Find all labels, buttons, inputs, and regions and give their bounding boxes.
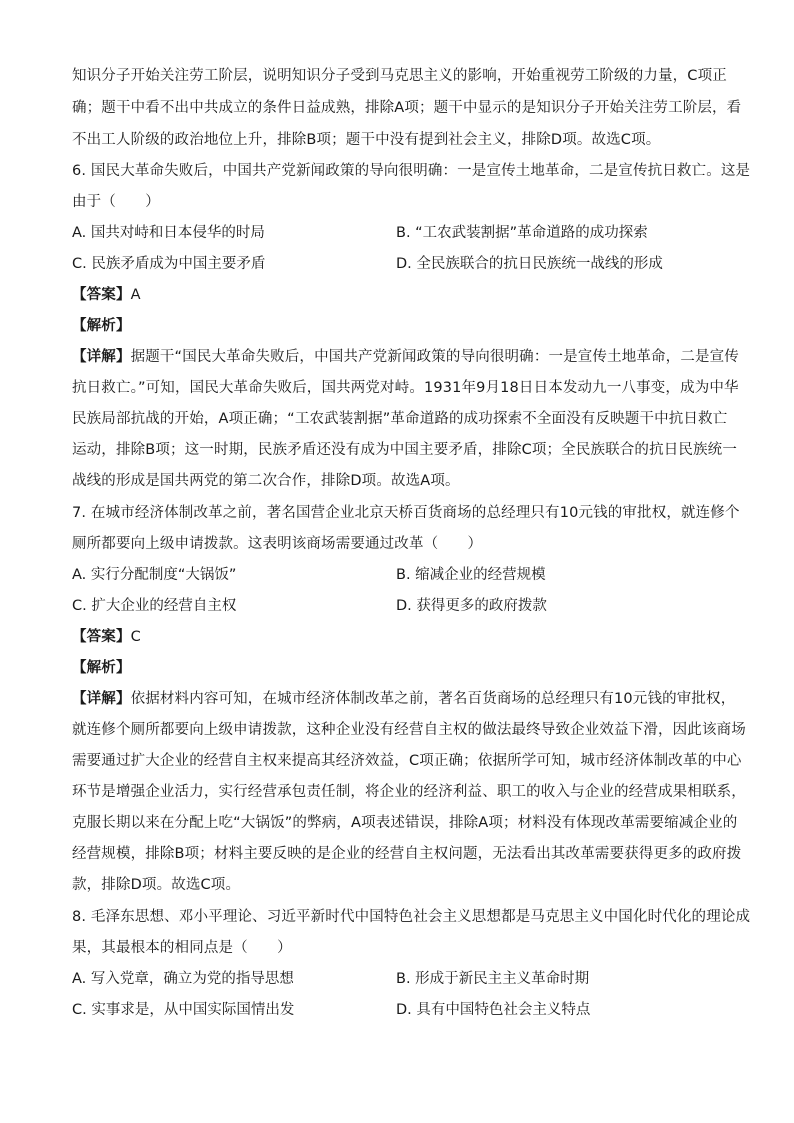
q6-detail: 民族局部抗战的开始，A项正确；“工农武装割据”革命道路的成功探索不全面没有反映题干中抗日救亡 [72,411,728,427]
q6-stem: 6. 国民大革命失败后，中国共产党新闻政策的导向很明确：一是宣传土地革命，二是宣传抗日救亡。这是 [72,163,751,179]
q8-option-b: B. 形成于新民主主义革命时期 [396,971,590,987]
analysis-tag: 【解析】 [72,660,131,676]
q7-detail [72,689,736,709]
q6-detail: 战线的形成是国共两党的第二次合作，排除D项。故选A项。 [72,473,460,489]
detail-tag: 【详解】 [72,691,131,707]
intro-line: 不出工人阶级的政治地位上升，排除B项；题干中没有提到社会主义，排除D项。故选C项。 [72,132,661,148]
q7-stem: 厕所都要向上级申请拨款。这表明该商场需要通过改革（ ） [72,536,483,552]
answer-tag: 【答案】 [72,629,131,645]
q6-answer [72,285,724,305]
q7-detail: 就连修个厕所都要向上级申请拨款，这种企业没有经营自主权的做法最终导致企业效益下滑，因此该商场 [72,722,746,738]
q7-option-d: D. 获得更多的政府拨款 [396,598,547,614]
q8-option-c: C. 实事求是，从中国实际国情出发 [72,1002,295,1018]
answer-tag: 【答案】 [72,287,131,303]
q6-option-d: D. 全民族联合的抗日民族统一战线的形成 [396,256,663,272]
analysis-tag: 【解析】 [72,318,131,334]
q7-detail: 环节是增强企业活力，实行经营承包责任制，将企业的经济利益、职工的收入与企业的经营成果相联系， [72,784,746,800]
q6-detail: 抗日救亡。”可知，国民大革命失败后，国共两党对峙。1931年9月18日日本发动九一八事变，成为中华 [72,380,739,396]
answer-value: A [130,287,141,303]
q7-detail: 款，排除D项。故选C项。 [72,877,241,893]
q8-stem: 果，其最根本的相同点是（ ） [72,940,292,956]
q7-detail: 需要通过扩大企业的经营自主权来提高其经济效益，C项正确；依据所学可知，城市经济体制改革的中心 [72,753,742,769]
detail-tag: 【详解】 [72,349,131,365]
q6-detail: 运动，排除B项；这一时期，民族矛盾还没有成为中国主要矛盾，排除C项；全民族联合的抗日民族统一 [72,442,737,458]
intro-line: 知识分子开始关注劳工阶层，说明知识分子受到马克思主义的影响，开始重视劳工阶级的力量，C项正 [72,68,727,84]
q7-detail: 经营规模，排除B项；材料主要反映的是企业的经营自主权问题，无法看出其改革需要获得更多的政府拨 [72,846,742,862]
q6-analysis-tag [72,316,724,336]
q8-option-d: D. 具有中国特色社会主义特点 [396,1002,591,1018]
q6-option-b: B. “工农武装割据”革命道路的成功探索 [396,225,648,241]
detail-text: 据题干“国民大革命失败后，中国共产党新闻政策的导向很明确：一是宣传土地革命，二是宣传 [130,349,739,365]
q7-stem: 7. 在城市经济体制改革之前，著名国营企业北京天桥百货商场的总经理只有10元钱的审批权，就连修个 [72,505,740,521]
q8-option-a: A. 写入党章，确立为党的指导思想 [72,971,294,987]
q6-option-c: C. 民族矛盾成为中国主要矛盾 [72,256,266,272]
q7-detail: 克服长期以来在分配上吃“大锅饭”的弊病，A项表述错误，排除A项；材料没有体现改革需要缩减企业的 [72,815,738,831]
q6-detail [72,347,739,367]
q7-answer [72,627,724,647]
intro-line: 确；题干中看不出中共成立的条件日益成熟，排除A项；题干中显示的是知识分子开始关注劳工阶层，看 [72,100,742,116]
q7-option-a: A. 实行分配制度“大锅饭” [72,567,237,583]
q7-option-c: C. 扩大企业的经营自主权 [72,598,237,614]
q7-option-b: B. 缩减企业的经营规模 [396,567,546,583]
q8-stem: 8. 毛泽东思想、邓小平理论、习近平新时代中国特色社会主义思想都是马克思主义中国化时代化的理论成 [72,909,751,925]
q6-stem: 由于（ ） [72,194,160,210]
detail-text: 依据材料内容可知，在城市经济体制改革之前，著名百货商场的总经理只有10元钱的审批权， [130,691,736,707]
q7-analysis-tag [72,658,724,678]
answer-value: C [130,629,141,645]
q6-option-a: A. 国共对峙和日本侵华的时局 [72,225,265,241]
